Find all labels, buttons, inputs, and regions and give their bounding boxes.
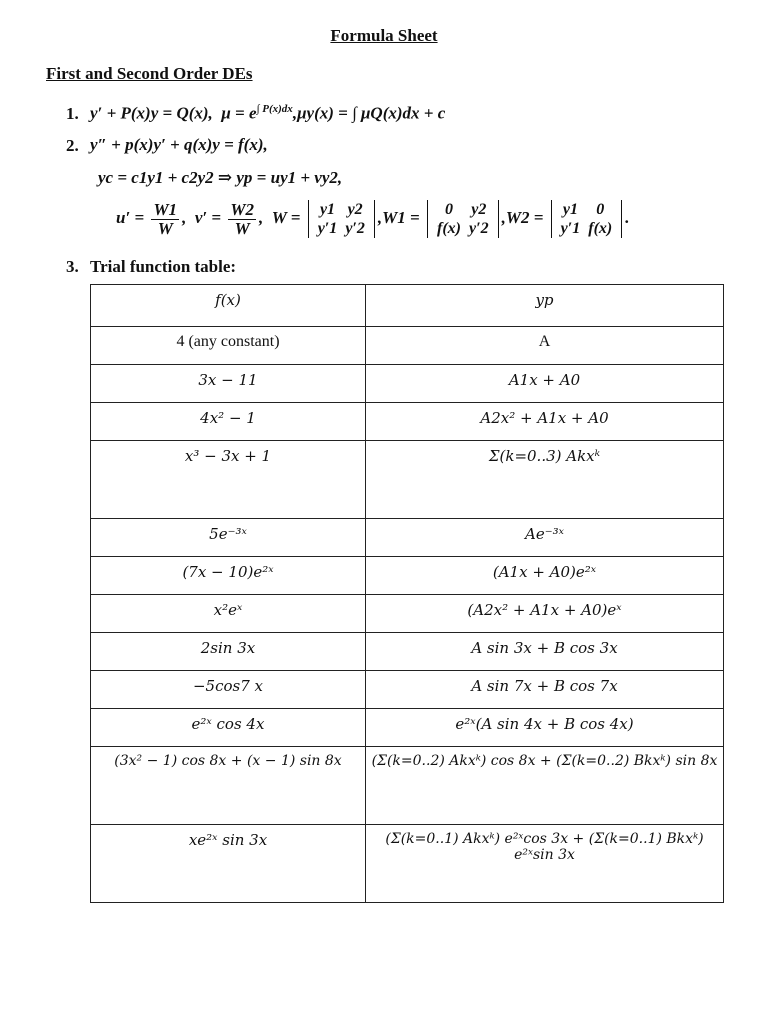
cell-fx: 4x² − 1 bbox=[91, 403, 366, 441]
cell-fx: 2sin 3x bbox=[91, 633, 366, 671]
formula-1-part-b: μ = e bbox=[221, 103, 257, 123]
formula-1 bbox=[90, 103, 445, 124]
cell-fx: 3x − 11 bbox=[91, 365, 366, 403]
table-row bbox=[91, 403, 724, 441]
table-row bbox=[91, 671, 724, 709]
w2-determinant: y1 0 y′1 f(x) bbox=[551, 200, 623, 238]
wronskian-determinant: y1 y2 y′1 y′2 bbox=[308, 200, 375, 238]
v-prime-label: v′ = bbox=[194, 207, 222, 227]
item-number-3: 3. bbox=[66, 257, 79, 276]
trial-function-table bbox=[90, 284, 724, 903]
header-fx: f(x) bbox=[91, 285, 366, 327]
formula-1-part-c: ,μy(x) = ∫ μQ(x)dx + c bbox=[292, 103, 446, 123]
w2-label: ,W2 = bbox=[501, 207, 544, 227]
table-label: Trial function table: bbox=[90, 257, 237, 276]
formula-2-solution: yc = c1y1 + c2y2 ⇒ yp = uy1 + vy2, bbox=[98, 168, 343, 187]
u-prime-label: u′ = bbox=[116, 207, 145, 227]
wronskian-label: W = bbox=[271, 207, 301, 227]
cell-yp: A sin 3x + B cos 3x bbox=[366, 633, 724, 671]
table-row bbox=[91, 825, 724, 903]
cell-yp: e²ˣ(A sin 4x + B cos 4x) bbox=[366, 709, 724, 747]
table-row bbox=[91, 519, 724, 557]
table-row bbox=[91, 633, 724, 671]
cell-yp: (A1x + A0)e²ˣ bbox=[366, 557, 724, 595]
table-row bbox=[91, 557, 724, 595]
table-row bbox=[91, 441, 724, 519]
formula-2-variation: u′ = $\frac{W1}{W}$ , v′ = $\frac{W2}{W}$ , W = y1 y2 y′1 y′2 ,W1 = 0 y2 f(x) y′2 ,W2 = y1 0 y′1 f(x) . bbox=[116, 199, 630, 238]
cell-fx: e²ˣ cos 4x bbox=[91, 709, 366, 747]
cell-yp: Ae⁻³ˣ bbox=[366, 519, 724, 557]
cell-yp: (A2x² + A1x + A0)eˣ bbox=[366, 595, 724, 633]
page-title: Formula Sheet bbox=[330, 26, 438, 45]
section-heading: First and Second Order DEs bbox=[46, 64, 253, 83]
header-yp: yp bbox=[366, 285, 724, 327]
cell-yp: A2x² + A1x + A0 bbox=[366, 403, 724, 441]
table-row bbox=[91, 327, 724, 365]
table-row bbox=[91, 595, 724, 633]
cell-fx: x²eˣ bbox=[91, 595, 366, 633]
cell-fx: 4 (any constant) bbox=[91, 327, 366, 365]
v-fraction: $\frac{W2}{W}$ bbox=[230, 199, 254, 238]
table-row bbox=[91, 709, 724, 747]
item-number-2: 2. bbox=[66, 136, 79, 155]
cell-fx: (7x − 10)e²ˣ bbox=[91, 557, 366, 595]
cell-yp: (Σ(k=0..1) Akxᵏ) e²ˣcos 3x + (Σ(k=0..1) Bkxᵏ) e²ˣsin 3x bbox=[366, 825, 724, 903]
table-row bbox=[91, 747, 724, 825]
cell-fx: (3x² − 1) cos 8x + (x − 1) sin 8x bbox=[91, 747, 366, 825]
formula-1-exponent: ∫ P(x)dx bbox=[256, 103, 293, 115]
formula-1-part-a: y′ + P(x)y = Q(x), bbox=[90, 103, 213, 123]
cell-yp: A bbox=[366, 327, 724, 365]
cell-fx: x³ − 3x + 1 bbox=[91, 441, 366, 519]
cell-fx: 5e⁻³ˣ bbox=[91, 519, 366, 557]
item-number-1: 1. bbox=[66, 104, 79, 123]
u-fraction: $\frac{W1}{W}$ bbox=[153, 199, 178, 238]
table-header-row bbox=[91, 285, 724, 327]
w1-determinant: 0 y2 f(x) y′2 bbox=[427, 200, 499, 238]
cell-yp: Σ(k=0..3) Akxᵏ bbox=[366, 441, 724, 519]
cell-fx: xe²ˣ sin 3x bbox=[91, 825, 366, 903]
cell-yp: A1x + A0 bbox=[366, 365, 724, 403]
w1-label: ,W1 = bbox=[377, 207, 420, 227]
cell-fx: −5cos7 x bbox=[91, 671, 366, 709]
cell-yp: A sin 7x + B cos 7x bbox=[366, 671, 724, 709]
table-row bbox=[91, 365, 724, 403]
formula-2: y″ + p(x)y′ + q(x)y = f(x), bbox=[90, 135, 268, 154]
cell-yp: (Σ(k=0..2) Akxᵏ) cos 8x + (Σ(k=0..2) Bkxᵏ) sin 8x bbox=[366, 747, 724, 825]
